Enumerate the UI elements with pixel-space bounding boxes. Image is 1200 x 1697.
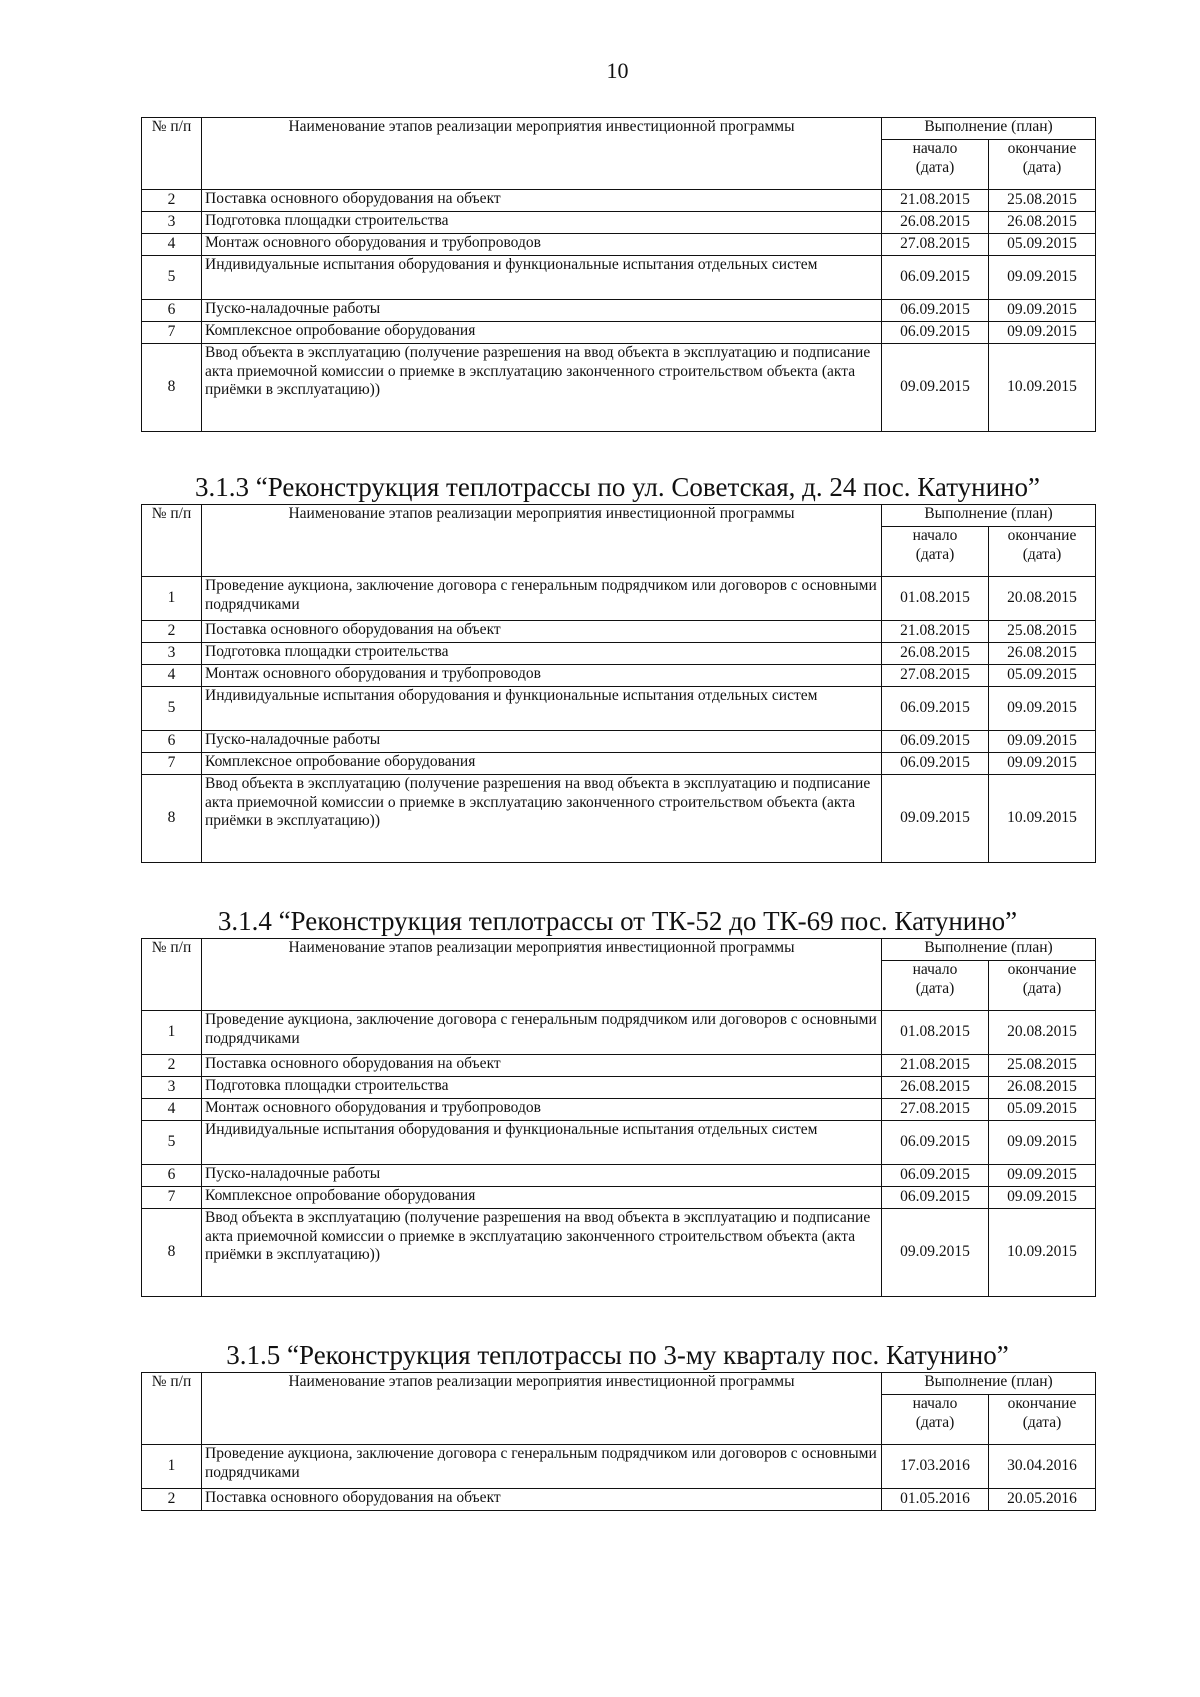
table-row (142, 687, 1096, 731)
table-row (142, 322, 1096, 344)
end-date: 25.08.2015 (989, 190, 1096, 212)
table-row (142, 775, 1096, 863)
start-date: 21.08.2015 (882, 190, 989, 212)
table-row (142, 621, 1096, 643)
end-date: 09.09.2015 (989, 753, 1096, 775)
end-date: 09.09.2015 (989, 731, 1096, 753)
stage-name: Поставка основного оборудования на объект (202, 1055, 882, 1077)
stage-name: Ввод объекта в эксплуатацию (получение разрешения на ввод объекта в эксплуатацию и подписание акта приемочной комиссии о приемке в эксплуатацию законченного строительством объекта (акта приёмки в эксплуатацию)) (202, 1209, 882, 1297)
end-date: 10.09.2015 (989, 344, 1096, 432)
stage-name: Монтаж основного оборудования и трубопроводов (202, 665, 882, 687)
row-number: 1 (142, 577, 202, 621)
stage-name: Подготовка площадки строительства (202, 1077, 882, 1099)
start-date: 06.09.2015 (882, 753, 989, 775)
start-date: 26.08.2015 (882, 212, 989, 234)
end-date: 05.09.2015 (989, 665, 1096, 687)
stage-name: Подготовка площадки строительства (202, 643, 882, 665)
stage-name: Пуско-наладочные работы (202, 1165, 882, 1187)
start-date: 06.09.2015 (882, 731, 989, 753)
end-date: 20.08.2015 (989, 1011, 1096, 1055)
row-number: 8 (142, 344, 202, 432)
table-row (142, 731, 1096, 753)
table-row (142, 1011, 1096, 1055)
row-number: 4 (142, 665, 202, 687)
header-end: окончание (дата) (989, 1395, 1096, 1445)
start-date: 06.09.2015 (882, 300, 989, 322)
stages-table (141, 1372, 1096, 1511)
section-title: 3.1.4 “Реконструкция теплотрассы от ТК-52 до ТК-69 пос. Катунино” (217, 906, 1018, 936)
row-number: 3 (142, 1077, 202, 1099)
table-row (142, 190, 1096, 212)
start-date: 09.09.2015 (882, 344, 989, 432)
end-date: 10.09.2015 (989, 1209, 1096, 1297)
start-date: 27.08.2015 (882, 1099, 989, 1121)
header-num: № п/п (142, 118, 202, 190)
end-date: 25.08.2015 (989, 1055, 1096, 1077)
table-row (142, 344, 1096, 432)
row-number: 1 (142, 1011, 202, 1055)
section-title: 3.1.3 “Реконструкция теплотрассы по ул. Советская, д. 24 пос. Катунино” (195, 472, 1040, 502)
stage-name: Поставка основного оборудования на объект (202, 190, 882, 212)
table-row (142, 1209, 1096, 1297)
start-date: 21.08.2015 (882, 621, 989, 643)
header-execution: Выполнение (план) (882, 939, 1096, 961)
header-execution: Выполнение (план) (882, 118, 1096, 140)
end-date: 26.08.2015 (989, 643, 1096, 665)
table-row (142, 256, 1096, 300)
stage-name: Ввод объекта в эксплуатацию (получение разрешения на ввод объекта в эксплуатацию и подписание акта приемочной комиссии о приемке в эксплуатацию законченного строительством объекта (акта приёмки в эксплуатацию)) (202, 344, 882, 432)
row-number: 6 (142, 1165, 202, 1187)
row-number: 6 (142, 300, 202, 322)
row-number: 1 (142, 1445, 202, 1489)
end-date: 25.08.2015 (989, 621, 1096, 643)
stages-table (141, 938, 1096, 1297)
header-end: окончание (дата) (989, 961, 1096, 1011)
end-date: 09.09.2015 (989, 1121, 1096, 1165)
table-row (142, 1187, 1096, 1209)
stage-name: Индивидуальные испытания оборудования и функциональные испытания отдельных систем (202, 687, 882, 731)
start-date: 01.08.2015 (882, 577, 989, 621)
row-number: 5 (142, 687, 202, 731)
start-date: 06.09.2015 (882, 1121, 989, 1165)
table-row (142, 643, 1096, 665)
end-date: 09.09.2015 (989, 256, 1096, 300)
end-date: 09.09.2015 (989, 1165, 1096, 1187)
header-execution: Выполнение (план) (882, 1373, 1096, 1395)
stage-name: Индивидуальные испытания оборудования и функциональные испытания отдельных систем (202, 256, 882, 300)
table-header-row (142, 505, 1096, 527)
end-date: 30.04.2016 (989, 1445, 1096, 1489)
section-title: 3.1.5 “Реконструкция теплотрассы по 3-му кварталу пос. Катунино” (226, 1340, 1009, 1370)
table-row (142, 753, 1096, 775)
end-date: 09.09.2015 (989, 322, 1096, 344)
page-number: 10 (606, 58, 629, 83)
table-row (142, 577, 1096, 621)
stages-table (141, 504, 1096, 863)
start-date: 01.08.2015 (882, 1011, 989, 1055)
start-date: 09.09.2015 (882, 1209, 989, 1297)
row-number: 3 (142, 212, 202, 234)
stage-name: Поставка основного оборудования на объект (202, 621, 882, 643)
header-start: начало (дата) (882, 527, 989, 577)
table-header-row (142, 939, 1096, 961)
end-date: 09.09.2015 (989, 687, 1096, 731)
stage-name: Подготовка площадки строительства (202, 212, 882, 234)
start-date: 21.08.2015 (882, 1055, 989, 1077)
table-row (142, 1489, 1096, 1511)
end-date: 10.09.2015 (989, 775, 1096, 863)
end-date: 09.09.2015 (989, 300, 1096, 322)
end-date: 05.09.2015 (989, 234, 1096, 256)
header-start: начало (дата) (882, 1395, 989, 1445)
header-name: Наименование этапов реализации мероприятия инвестиционной программы (202, 939, 882, 1011)
header-start: начало (дата) (882, 140, 989, 190)
header-num: № п/п (142, 939, 202, 1011)
row-number: 5 (142, 1121, 202, 1165)
end-date: 05.09.2015 (989, 1099, 1096, 1121)
start-date: 26.08.2015 (882, 643, 989, 665)
start-date: 01.05.2016 (882, 1489, 989, 1511)
start-date: 06.09.2015 (882, 256, 989, 300)
start-date: 17.03.2016 (882, 1445, 989, 1489)
end-date: 26.08.2015 (989, 1077, 1096, 1099)
start-date: 06.09.2015 (882, 322, 989, 344)
start-date: 27.08.2015 (882, 665, 989, 687)
table-row (142, 300, 1096, 322)
table-header-row (142, 1373, 1096, 1395)
row-number: 6 (142, 731, 202, 753)
stage-name: Проведение аукциона, заключение договора с генеральным подрядчиком или договоров с основными подрядчиками (202, 1011, 882, 1055)
stage-name: Поставка основного оборудования на объект (202, 1489, 882, 1511)
row-number: 4 (142, 234, 202, 256)
header-name: Наименование этапов реализации мероприятия инвестиционной программы (202, 118, 882, 190)
row-number: 2 (142, 1489, 202, 1511)
row-number: 3 (142, 643, 202, 665)
row-number: 5 (142, 256, 202, 300)
table-row (142, 1165, 1096, 1187)
stage-name: Комплексное опробование оборудования (202, 1187, 882, 1209)
end-date: 20.08.2015 (989, 577, 1096, 621)
start-date: 09.09.2015 (882, 775, 989, 863)
row-number: 7 (142, 322, 202, 344)
stage-name: Монтаж основного оборудования и трубопроводов (202, 234, 882, 256)
table-row (142, 1099, 1096, 1121)
stage-name: Монтаж основного оборудования и трубопроводов (202, 1099, 882, 1121)
row-number: 4 (142, 1099, 202, 1121)
table-row (142, 1055, 1096, 1077)
stage-name: Индивидуальные испытания оборудования и функциональные испытания отдельных систем (202, 1121, 882, 1165)
table-row (142, 1077, 1096, 1099)
stage-name: Проведение аукциона, заключение договора с генеральным подрядчиком или договоров с основными подрядчиками (202, 1445, 882, 1489)
start-date: 06.09.2015 (882, 1165, 989, 1187)
row-number: 7 (142, 1187, 202, 1209)
row-number: 8 (142, 1209, 202, 1297)
end-date: 20.05.2016 (989, 1489, 1096, 1511)
start-date: 06.09.2015 (882, 687, 989, 731)
header-end: окончание (дата) (989, 527, 1096, 577)
table-row (142, 212, 1096, 234)
stage-name: Комплексное опробование оборудования (202, 322, 882, 344)
row-number: 7 (142, 753, 202, 775)
stage-name: Комплексное опробование оборудования (202, 753, 882, 775)
stages-table (141, 117, 1096, 432)
row-number: 2 (142, 190, 202, 212)
start-date: 27.08.2015 (882, 234, 989, 256)
row-number: 2 (142, 621, 202, 643)
row-number: 8 (142, 775, 202, 863)
table-row (142, 1121, 1096, 1165)
header-end: окончание (дата) (989, 140, 1096, 190)
header-num: № п/п (142, 505, 202, 577)
table-row (142, 665, 1096, 687)
stage-name: Ввод объекта в эксплуатацию (получение разрешения на ввод объекта в эксплуатацию и подписание акта приемочной комиссии о приемке в эксплуатацию законченного строительством объекта (акта приёмки в эксплуатацию)) (202, 775, 882, 863)
stage-name: Пуско-наладочные работы (202, 300, 882, 322)
row-number: 2 (142, 1055, 202, 1077)
stage-name: Пуско-наладочные работы (202, 731, 882, 753)
start-date: 26.08.2015 (882, 1077, 989, 1099)
table-header-row (142, 118, 1096, 140)
start-date: 06.09.2015 (882, 1187, 989, 1209)
stage-name: Проведение аукциона, заключение договора с генеральным подрядчиком или договоров с основными подрядчиками (202, 577, 882, 621)
table-row (142, 234, 1096, 256)
table-row (142, 1445, 1096, 1489)
header-name: Наименование этапов реализации мероприятия инвестиционной программы (202, 1373, 882, 1445)
end-date: 26.08.2015 (989, 212, 1096, 234)
header-num: № п/п (142, 1373, 202, 1445)
end-date: 09.09.2015 (989, 1187, 1096, 1209)
header-name: Наименование этапов реализации мероприятия инвестиционной программы (202, 505, 882, 577)
header-execution: Выполнение (план) (882, 505, 1096, 527)
header-start: начало (дата) (882, 961, 989, 1011)
